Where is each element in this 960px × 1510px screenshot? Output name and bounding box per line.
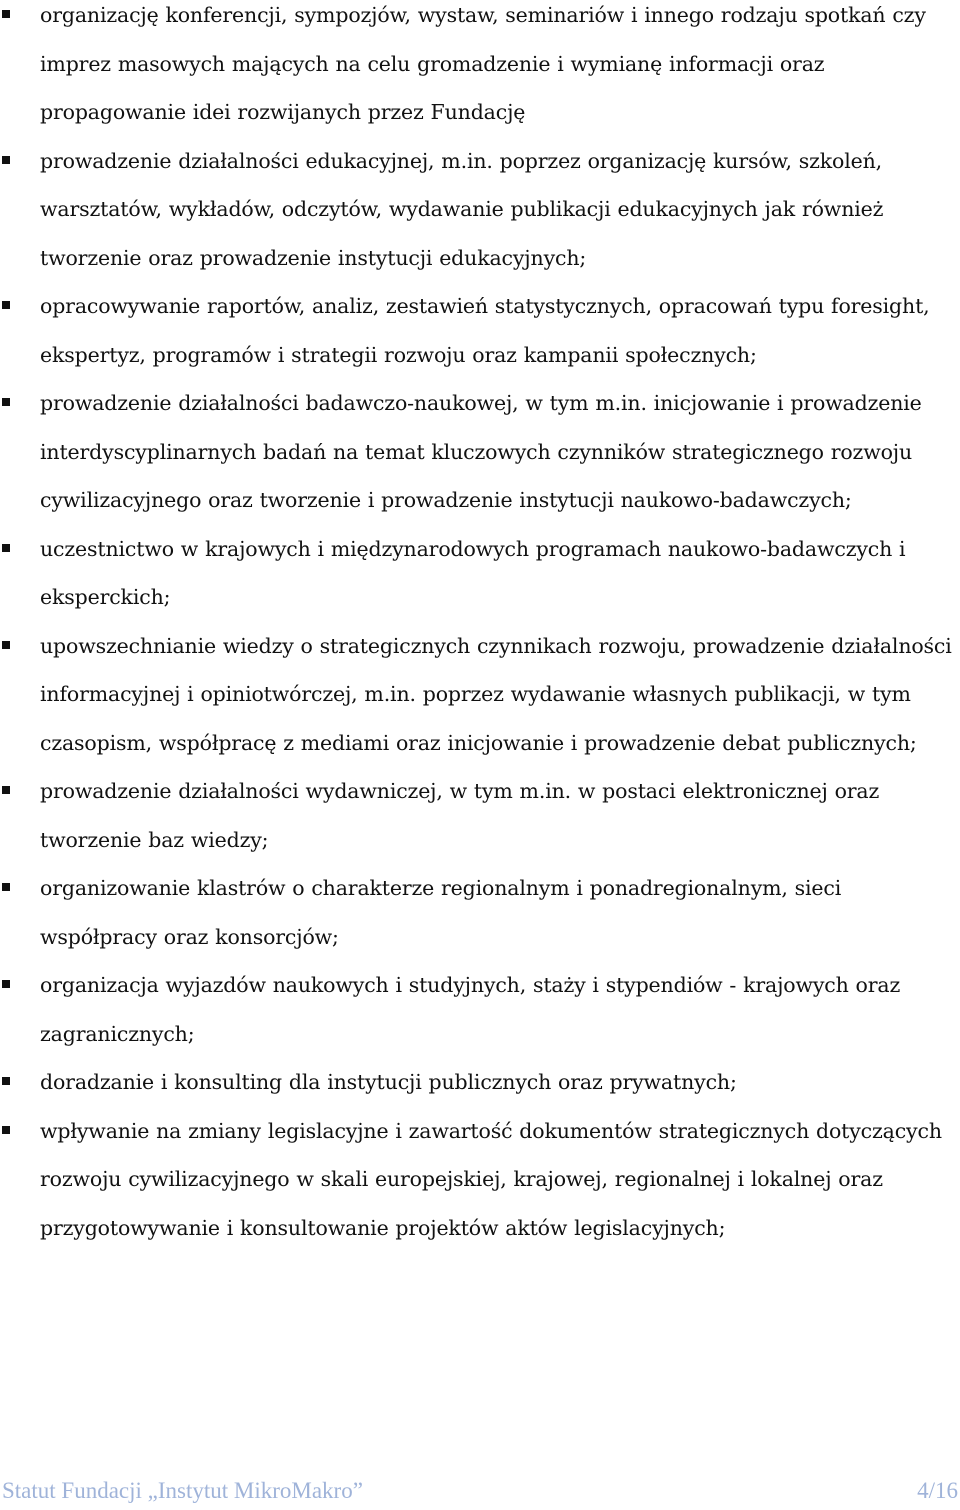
list-item — [0, 767, 960, 864]
square-bullet-icon — [2, 10, 10, 18]
square-bullet-icon — [2, 980, 10, 988]
square-bullet-icon — [2, 544, 10, 552]
footer-document-title: Statut Fundacji „Instytut MikroMakro” — [2, 1478, 363, 1503]
list-item-text: uczestnictwo w krajowych i międzynarodowych programach naukowo-badawczych i eksperckich; — [40, 536, 906, 609]
list-item-text: opracowywanie raportów, analiz, zestawień statystycznych, opracowań typu foresight, ekspertyz, programów i strategii rozwoju oraz kampanii społecznych; — [40, 294, 930, 367]
footer-page-number: 4/16 — [917, 1478, 958, 1503]
list-item — [0, 1107, 960, 1253]
square-bullet-icon — [2, 786, 10, 794]
square-bullet-icon — [2, 1077, 10, 1085]
list-item-text: prowadzenie działalności edukacyjnej, m.in. poprzez organizację kursów, szkoleń, warsztatów, wykładów, odczytów, wydawanie publikacji edukacyjnych jak również tworzenie oraz prowadzenie instytucji edukacyjnych; — [40, 148, 884, 270]
list-item — [0, 961, 960, 1058]
list-item-text: doradzanie i konsulting dla instytucji publicznych oraz prywatnych; — [40, 1070, 737, 1094]
square-bullet-icon — [2, 301, 10, 309]
list-item — [0, 622, 960, 768]
list-item — [0, 282, 960, 379]
list-item — [0, 525, 960, 622]
list-item — [0, 379, 960, 525]
list-item — [0, 0, 960, 137]
list-item-text: wpływanie na zmiany legislacyjne i zawartość dokumentów strategicznych dotyczących rozwoju cywilizacyjnego w skali europejskiej, krajowej, regionalnej i lokalnej oraz przygotowywanie i konsultowanie projektów aktów legislacyjnych; — [40, 1118, 942, 1240]
list-item — [0, 864, 960, 961]
list-item-text: prowadzenie działalności wydawniczej, w tym m.in. w postaci elektronicznej oraz tworzenie baz wiedzy; — [40, 779, 880, 852]
list-item-text: organizowanie klastrów o charakterze regionalnym i ponadregionalnym, sieci współpracy oraz konsorcjów; — [40, 876, 842, 949]
square-bullet-icon — [2, 883, 10, 891]
square-bullet-icon — [2, 156, 10, 164]
square-bullet-icon — [2, 398, 10, 406]
page-footer — [0, 1478, 960, 1510]
list-item — [0, 1058, 960, 1107]
list-item-text: upowszechnianie wiedzy o strategicznych czynnikach rozwoju, prowadzenie działalności informacyjnej i opiniotwórczej, m.in. poprzez wydawanie własnych publikacji, w tym czasopism, współpracę z mediami oraz inicjowanie i prowadzenie debat publicznych; — [40, 633, 952, 755]
list-item — [0, 137, 960, 283]
list-item-text: organizację konferencji, sympozjów, wystaw, seminariów i innego rodzaju spotkań czy imprez masowych mających na celu gromadzenie i wymianę informacji oraz propagowanie idei rozwijanych przez Fundację — [40, 3, 926, 124]
list-item-text: organizacja wyjazdów naukowych i studyjnych, staży i stypendiów - krajowych oraz zagranicznych; — [40, 973, 901, 1046]
square-bullet-icon — [2, 1126, 10, 1134]
list-item-text: prowadzenie działalności badawczo-naukowej, w tym m.in. inicjowanie i prowadzenie interdyscyplinarnych badań na temat kluczowych czynników strategicznego rozwoju cywilizacyjnego oraz tworzenie i prowadzenie instytucji naukowo-badawczych; — [40, 391, 922, 512]
square-bullet-icon — [2, 641, 10, 649]
